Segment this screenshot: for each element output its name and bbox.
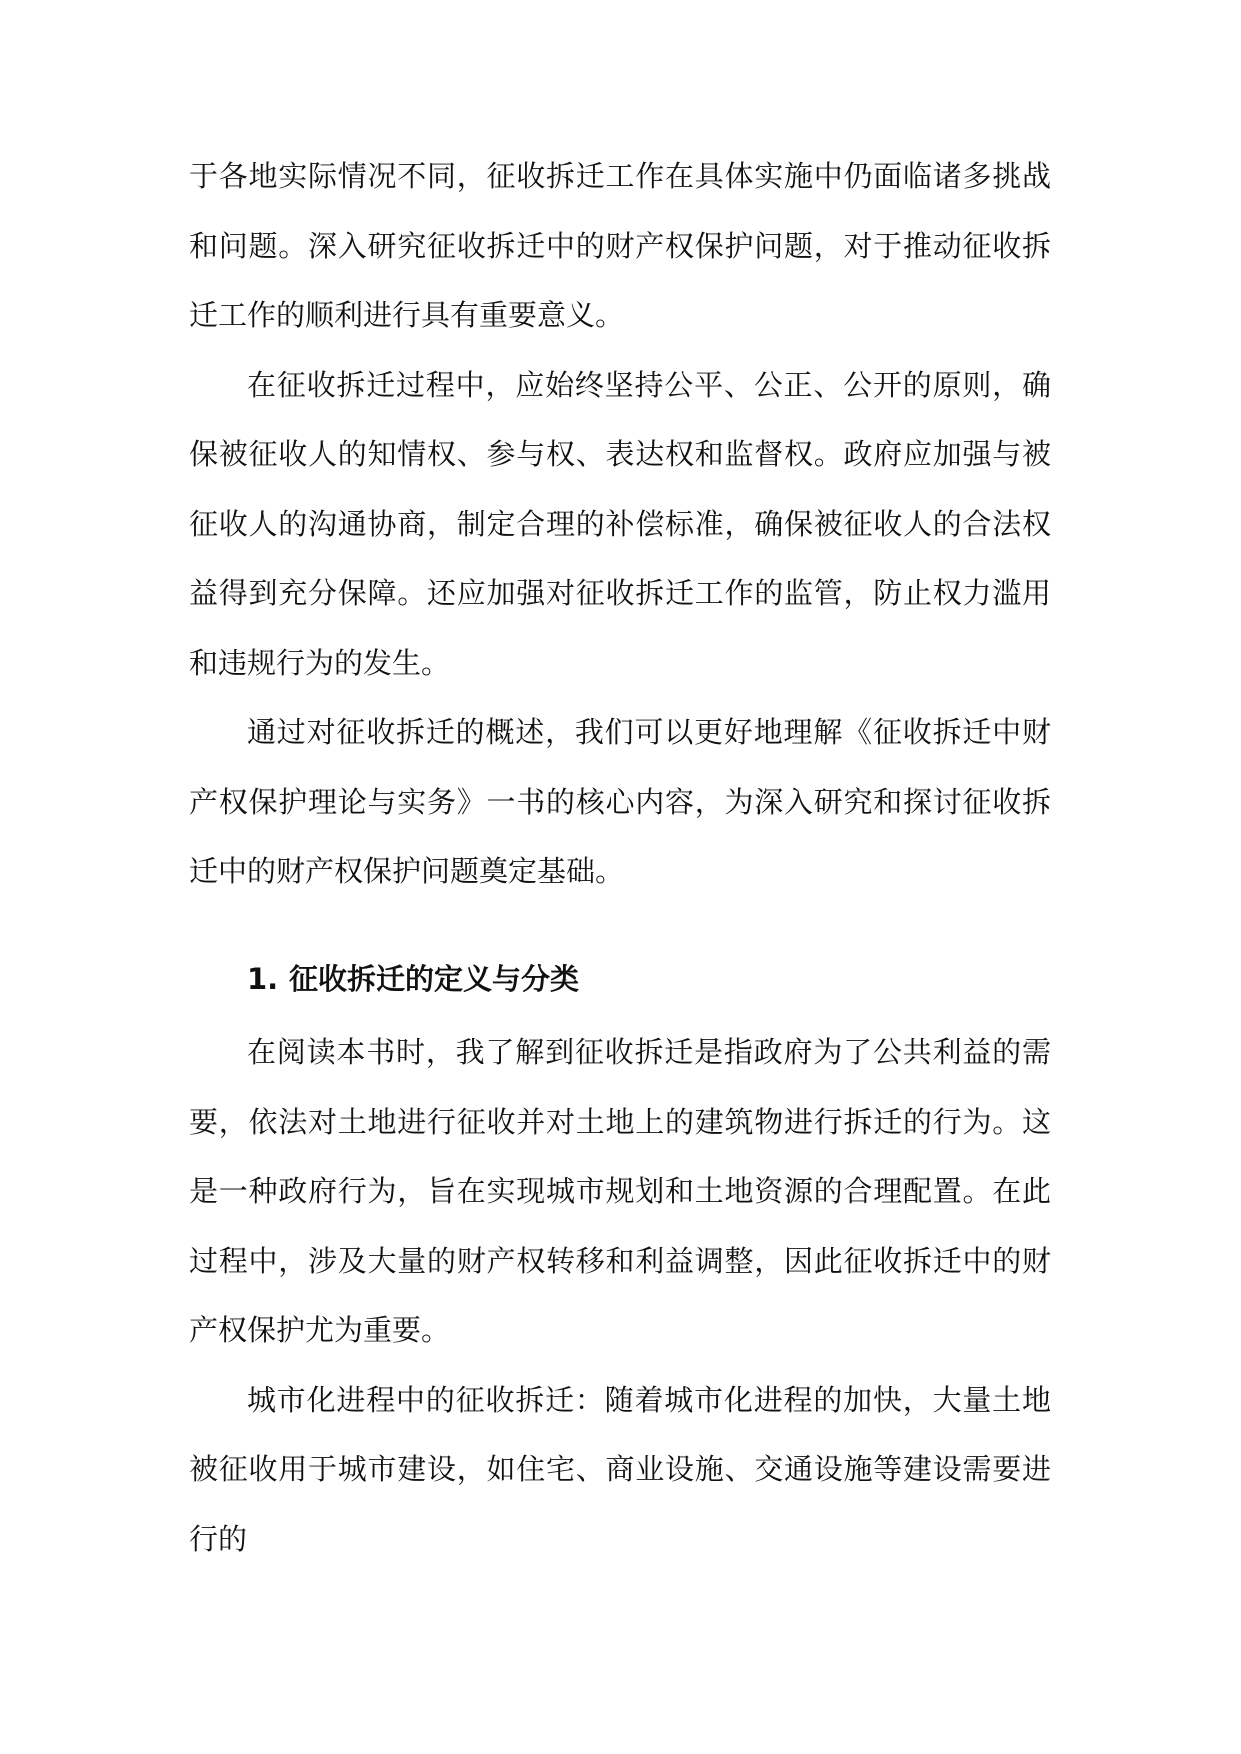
paragraph-urbanization: 城市化进程中的征收拆迁：随着城市化进程的加快，大量土地被征收用于城市建设，如住宅、商业设施、交通设施等建设需要进行的 <box>189 1382 1051 1556</box>
section-heading <box>189 945 1051 1015</box>
section-heading-title: 征收拆迁的定义与分类 <box>289 961 580 996</box>
document-body <box>189 142 1051 1574</box>
paragraph-definition: 在阅读本书时，我了解到征收拆迁是指政府为了公共利益的需要，依法对土地进行征收并对土地上的建筑物进行拆迁的行为。这是一种政府行为，旨在实现城市规划和土地资源的合理配置。在此过程中，涉及大量的财产权转移和利益调整，因此征收拆迁中的财产权保护尤为重要。 <box>189 1035 1051 1347</box>
paragraph-continuation: 于各地实际情况不同，征收拆迁工作在具体实施中仍面临诸多挑战和问题。深入研究征收拆迁中的财产权保护问题，对于推动征收拆迁工作的顺利进行具有重要意义。 <box>189 159 1051 332</box>
section-heading-number: 1. <box>247 961 279 996</box>
paragraph-overview-summary: 通过对征收拆迁的概述，我们可以更好地理解《征收拆迁中财产权保护理论与实务》一书的核心内容，为深入研究和探讨征收拆迁中的财产权保护问题奠定基础。 <box>189 715 1051 888</box>
paragraph-fairness-principles: 在征收拆迁过程中，应始终坚持公平、公正、公开的原则，确保被征收人的知情权、参与权、表达权和监督权。政府应加强与被征收人的沟通协商，制定合理的补偿标准，确保被征收人的合法权益得到充分保障。还应加强对征收拆迁工作的监管，防止权力滥用和违规行为的发生。 <box>189 367 1051 680</box>
